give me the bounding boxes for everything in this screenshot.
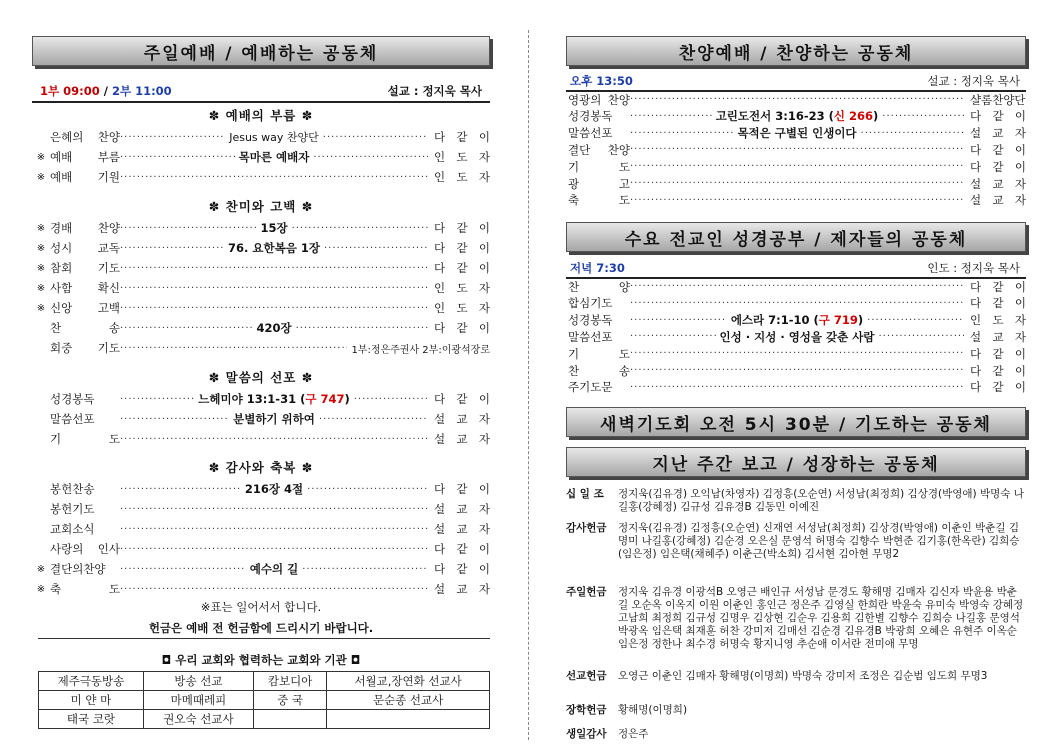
dawn-prayer-banner: 새벽기도회 오전 5시 30분 / 기도하는 공동체: [566, 407, 1026, 437]
report-entry: [566, 704, 1026, 717]
leader-dots: [630, 298, 964, 309]
row-label: 성경봉독: [568, 109, 613, 124]
row-leader: 다 같 이: [970, 159, 1026, 174]
partner-cell: 권오숙 선교사: [143, 710, 253, 729]
row-label: 봉헌찬송: [50, 482, 95, 496]
partner-cell: 문순종 선교사: [327, 691, 490, 710]
leader-dots: [861, 128, 964, 139]
row-content: 느헤미야 13:1-31 (구 747): [194, 391, 353, 407]
wednesday-time: 저녁 7:30: [570, 261, 625, 275]
leader-dots: [302, 564, 428, 575]
service-row: [568, 295, 1026, 312]
praise-meta: [570, 72, 1020, 90]
row-leader: 다 같 이: [434, 241, 490, 255]
scripture-page: 구 747: [305, 392, 345, 406]
row-leader: 다 같 이: [970, 363, 1026, 378]
second-service-time: 2부 11:00: [111, 84, 172, 98]
row-content: 목적은 구별된 인생이다: [733, 125, 860, 141]
service-row: [32, 390, 490, 408]
partner-row: [39, 672, 490, 691]
report-category: 선교헌금: [566, 670, 607, 682]
leader-dots: [319, 414, 428, 425]
leader-dots: [630, 382, 964, 393]
row-content: 76. 요한복음 1장: [224, 240, 324, 256]
row-label: 찬 송: [50, 321, 120, 335]
service-row: [568, 312, 1026, 329]
report-category: 장학헌금: [566, 704, 607, 716]
row-label: 회중 기도: [50, 341, 120, 355]
row-leader: 다 같 이: [970, 142, 1026, 157]
service-row: [32, 148, 490, 166]
partner-cell: 캄보디아: [253, 672, 326, 691]
row-leader: 샬롬찬양단: [970, 92, 1026, 107]
row-leader: 다 같 이: [434, 321, 490, 335]
row-leader: 인 도 자: [434, 281, 490, 295]
partner-row: [39, 691, 490, 710]
report-names: 황해명(이명희): [618, 704, 688, 716]
row-label: 기 도: [568, 346, 630, 361]
row-leader: 인 도 자: [969, 313, 1026, 328]
leader-dots: [630, 281, 964, 292]
row-label: 성시 교독: [50, 241, 120, 255]
leader-dots: [120, 223, 256, 234]
standing-mark: ※: [36, 282, 46, 294]
service-row: [568, 362, 1026, 379]
leader-dots: [120, 564, 246, 575]
partner-cell: [253, 710, 326, 729]
sunday-worship-banner: 주일예배 / 예배하는 공동체: [32, 36, 490, 66]
leader-dots: [630, 144, 964, 155]
service-row: [568, 108, 1026, 125]
meta-rule: [32, 101, 490, 103]
row-leader: 설 교 자: [434, 432, 490, 446]
leader-dots: [120, 544, 428, 555]
service-row: [32, 430, 490, 448]
row-leader: 다 같 이: [970, 346, 1026, 361]
row-leader: 인 도 자: [433, 150, 490, 164]
wednesday-study-banner: 수요 전교인 성경공부 / 제자들의 공동체: [566, 222, 1026, 252]
row-content: 216장 4절: [241, 481, 307, 497]
standing-mark: ※: [36, 302, 46, 314]
leader-dots: [120, 524, 428, 535]
standing-mark: ※: [36, 563, 46, 575]
leader-dots: [120, 343, 347, 354]
leader-dots: [630, 161, 964, 172]
row-label: 광 고: [568, 176, 630, 191]
service-row: [32, 128, 490, 146]
service-row: [32, 580, 490, 598]
service-row: [32, 168, 490, 186]
leader-dots: [120, 434, 428, 445]
report-names: 정지욱(김유경) 오익남(차영자) 김정흥(오순연) 서성남(최정희) 김상경(박영애) 박명숙 나길홍(강혜정) 김규성 김유경B 김동민 이예진: [618, 488, 1024, 513]
leader-dots: [292, 223, 428, 234]
row-leader: 설 교 자: [434, 502, 490, 516]
row-leader: 다 같 이: [970, 296, 1026, 311]
section-title: ✽ 예배의 부름 ✽: [208, 108, 314, 123]
row-label: 예배 부름: [50, 150, 120, 164]
row-label: 축 도: [568, 193, 630, 208]
leader-dots: [120, 584, 428, 595]
row-leader: 설 교 자: [970, 329, 1026, 344]
row-leader: 다 같 이: [434, 542, 490, 556]
section-title: ✽ 찬미와 고백 ✽: [208, 199, 314, 214]
row-leader: 다 같 이: [433, 482, 490, 496]
leader-dots: [120, 394, 194, 405]
leader-dots: [120, 152, 235, 163]
row-label: 찬 송: [568, 363, 630, 378]
leader-dots: [630, 195, 964, 206]
leader-dots: [120, 172, 428, 183]
service-row: [568, 175, 1026, 192]
leader-dots: [120, 283, 428, 294]
leader-dots: [882, 111, 964, 122]
row-leader: 설 교 자: [434, 582, 490, 596]
row-content: 고린도전서 3:16-23 (신 266): [712, 108, 883, 124]
leader-dots: [630, 111, 712, 122]
row-label: 합심기도: [568, 296, 613, 311]
service-row: [32, 319, 490, 337]
row-label: 은혜의 찬양: [50, 130, 120, 144]
row-leader: 인 도 자: [434, 170, 490, 184]
row-label: 경배 찬양: [50, 221, 120, 235]
praise-worship-banner: 찬양예배 / 찬양하는 공동체: [566, 36, 1026, 66]
service-row: [32, 339, 490, 357]
row-label: 예배 기원: [50, 170, 120, 184]
first-service-time: 1부 09:00: [40, 84, 100, 98]
leader-dots: [867, 315, 964, 326]
row-content: Jesus way 찬양단: [225, 129, 323, 145]
report-category: 감사헌금: [566, 522, 607, 534]
page-divider: [528, 30, 529, 740]
row-label: 기 도: [568, 159, 630, 174]
praise-preacher: 설교 : 정지욱 목사: [927, 74, 1020, 88]
sunday-preacher: 설교 : 정지욱 목사: [387, 84, 482, 98]
section-title: ✽ 감사와 축복 ✽: [208, 460, 314, 475]
report-names: 오영근 이춘인 김매자 황해명(이명희) 박명숙 강미저 조정은 김순범 임도희 무명3: [618, 670, 988, 682]
service-row: [568, 141, 1026, 158]
leader-dots: [120, 243, 224, 254]
row-content: 목마른 예배자: [235, 149, 314, 165]
leader-dots: [313, 152, 428, 163]
report-category: 주일헌금: [566, 586, 607, 598]
time-separator: /: [103, 84, 108, 98]
service-row: [32, 239, 490, 257]
report-names: 정은주: [618, 728, 649, 740]
row-leader: 다 같 이: [970, 279, 1026, 294]
praise-time: 오후 13:50: [570, 74, 633, 88]
row-label: 영광의 찬양: [568, 92, 630, 107]
leader-dots: [878, 331, 964, 342]
service-row: [32, 299, 490, 317]
row-label: 성경봉독: [50, 392, 95, 406]
row-label: 참회 기도: [50, 261, 120, 275]
leader-dots: [630, 128, 733, 139]
row-content: 에스라 7:1-10 (구 719): [727, 312, 867, 328]
standing-mark: ※: [36, 262, 46, 274]
standing-note: ※표는 일어서서 합니다.: [200, 600, 322, 614]
report-entry: [566, 670, 1026, 683]
partner-row: [39, 710, 490, 729]
row-leader: 설 교 자: [969, 126, 1026, 141]
service-row: [32, 219, 490, 237]
row-label: 기 도: [50, 432, 120, 446]
partner-cell: [327, 710, 490, 729]
leader-dots: [296, 323, 428, 334]
leader-dots: [120, 484, 241, 495]
note-rule: [38, 638, 490, 639]
row-label: 사랑의 인사: [50, 542, 120, 556]
partner-cell: 태국 코랏: [39, 710, 144, 729]
service-row: [32, 500, 490, 518]
service-row: [568, 158, 1026, 175]
leader-dots: [323, 132, 428, 143]
service-row: [568, 345, 1026, 362]
report-entry: [566, 586, 1026, 651]
wednesday-leader: 인도 : 정지욱 목사: [927, 261, 1020, 275]
leader-dots: [120, 263, 428, 274]
row-label: 찬 양: [568, 279, 630, 294]
service-row: [568, 278, 1026, 295]
service-row: [32, 259, 490, 277]
wednesday-meta: [570, 259, 1020, 277]
service-row: [568, 379, 1026, 396]
row-leader: 다 같 이: [434, 221, 490, 235]
row-content: 분별하기 위하여: [229, 411, 319, 427]
standing-mark: ※: [36, 242, 46, 254]
row-label: 말씀선포: [568, 329, 613, 344]
standing-mark: ※: [36, 583, 46, 595]
leader-dots: [630, 331, 716, 342]
partner-cell: 방송 선교: [143, 672, 253, 691]
partners-title: ◘ 우리 교회와 협력하는 교회와 기관 ◘: [161, 653, 361, 667]
row-leader: 다 같 이: [433, 392, 490, 406]
service-row: [32, 520, 490, 538]
row-label: 신앙 고백: [50, 301, 120, 315]
report-category: 십 일 조: [566, 488, 604, 500]
service-row: [32, 540, 490, 558]
leader-dots: [120, 504, 428, 515]
service-times: [40, 83, 172, 99]
partner-cell: 서월교,장연화 선교사: [327, 672, 490, 691]
leader-dots: [630, 315, 727, 326]
service-row: [568, 192, 1026, 209]
row-leader: 다 같 이: [970, 380, 1026, 395]
report-entry: [566, 522, 1026, 561]
leader-dots: [324, 243, 428, 254]
weekly-report-banner: 지난 주간 보고 / 성장하는 공동체: [566, 447, 1026, 477]
standing-mark: ※: [36, 171, 46, 183]
partner-cell: 제주극동방송: [39, 672, 144, 691]
row-content: 15장: [256, 220, 291, 236]
scripture-page: 신 266: [833, 109, 874, 124]
service-row: [32, 480, 490, 498]
row-label: 축 도: [50, 582, 120, 596]
leader-dots: [307, 484, 428, 495]
offering-note: 헌금은 예배 전 헌금함에 드리시기 바랍니다.: [148, 621, 374, 635]
row-leader: 다 같 이: [433, 130, 490, 144]
leader-dots: [120, 132, 225, 143]
row-leader: 다 같 이: [433, 562, 490, 576]
row-label: 봉헌기도: [50, 502, 95, 516]
leader-dots: [120, 323, 252, 334]
service-row: [568, 328, 1026, 345]
leader-dots: [630, 348, 964, 359]
leader-dots: [120, 303, 428, 314]
report-entry: [566, 728, 1026, 741]
row-label: 결단 찬양: [568, 142, 630, 157]
partner-cell: 중 국: [253, 691, 326, 710]
row-label: 성경봉독: [568, 313, 613, 328]
report-names: 정지욱 김유경 이광석B 오영근 배인규 서성남 문경도 황해명 김매자 김신자 박윤용 박춘길 오순옥 이옥지 이원 이춘인 홍인근 정은주 김영실 한희란 박윤숙 유미숙 박영숙 강혜정 고남희 최정희 김규성 김명우 김상현 김순우 김용희 김한별 김향수 김희승 나길홍 문영석 박광옥 임은택 최재훈 허찬 강미저 김매선 김순경 김유경B 박광희 오혜은 유현주 이옥순 임은정 정한나 최수경 허명숙 황지니영 추순애 이서란 전미애 무명: [618, 586, 1024, 650]
row-leader: 다 같 이: [970, 109, 1026, 124]
row-label: 결단의찬양: [50, 562, 106, 576]
row-leader: 다 같 이: [434, 261, 490, 275]
report-entry: [566, 488, 1026, 514]
row-label: 교회소식: [50, 522, 95, 536]
row-leader: 1부:정은주권사 2부:이광석장로: [351, 344, 490, 356]
row-leader: 설 교 자: [434, 412, 490, 426]
scripture-page: 구 719: [818, 313, 858, 328]
row-content: 인성 · 지성 · 영성을 갖춘 사람: [716, 329, 879, 345]
service-row: [568, 125, 1026, 142]
section-title: ✽ 말씀의 선포 ✽: [208, 370, 314, 385]
sunday-service-meta: [40, 82, 482, 100]
row-label: 말씀선포: [50, 412, 95, 426]
row-label: 주기도문: [568, 380, 613, 395]
row-leader: 설 교 자: [970, 176, 1026, 191]
service-row: [32, 279, 490, 297]
leader-dots: [120, 414, 229, 425]
standing-mark: ※: [36, 222, 46, 234]
standing-mark: ※: [36, 151, 46, 163]
leader-dots: [354, 394, 428, 405]
row-leader: 설 교 자: [434, 522, 490, 536]
leader-dots: [630, 178, 964, 189]
leader-dots: [630, 365, 964, 376]
partner-cell: 마메때레피: [143, 691, 253, 710]
partners-table: [38, 671, 490, 729]
row-label: 사함 확신: [50, 281, 120, 295]
service-row: [32, 410, 490, 428]
partner-cell: 미 얀 마: [39, 691, 144, 710]
service-row: [32, 560, 490, 578]
service-row: [568, 91, 1026, 108]
row-content: 420장: [252, 320, 295, 336]
leader-dots: [630, 94, 964, 105]
report-category: 생일감사: [566, 728, 607, 740]
row-label: 말씀선포: [568, 126, 613, 141]
row-leader: 설 교 자: [970, 193, 1026, 208]
row-leader: 인 도 자: [434, 301, 490, 315]
row-content: 예수의 길: [246, 561, 302, 577]
report-names: 정지욱(김유경) 김정흥(오순연) 신재연 서성남(최정희) 김상경(박영애) 이춘인 박춘길 김명미 나길홍(강혜정) 김순경 오은실 문영석 허명숙 김향수 박현준 김기홍(한옥란) 김희승(임은정) 임은택(채혜주) 이춘근(박소희) 김서현 김아현 무명2: [618, 522, 1020, 560]
